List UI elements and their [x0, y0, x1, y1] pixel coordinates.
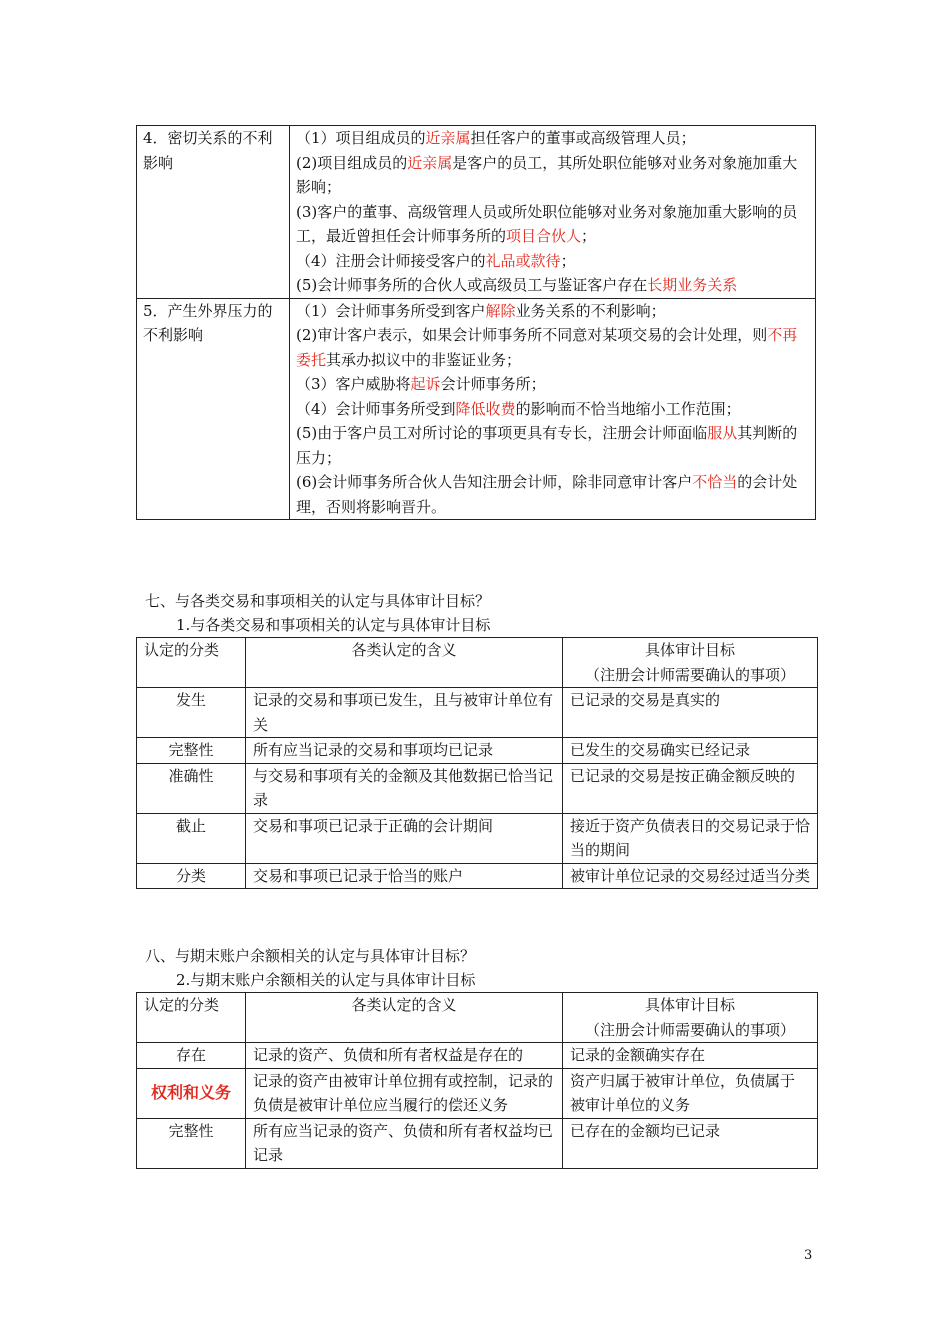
column-header: 认定的分类: [137, 993, 246, 1043]
list-item: (5)由于客户员工对所讨论的事项更具有专长，注册会计师面临服从其判断的压力；: [296, 424, 798, 467]
assertion-meaning: 交易和事项已记录于恰当的账户: [246, 863, 563, 889]
list-item: (5)会计师事务所的合伙人或高级员工与鉴证客户存在长期业务关系: [296, 276, 738, 294]
threat-category: 4．密切关系的不利影响: [137, 126, 290, 299]
audit-objective: 记录的金额确实存在: [563, 1043, 818, 1069]
assertion-type: 完整性: [137, 1118, 246, 1168]
assertion-type: [137, 1068, 246, 1118]
list-item: （4）注册会计师接受客户的礼品或款待；: [296, 251, 576, 270]
audit-objective: 已记录的交易是按正确金额反映的: [563, 763, 818, 813]
assertion-type: 完整性: [137, 738, 246, 764]
assertion-type: 分类: [137, 863, 246, 889]
assertion-meaning: 记录的资产由被审计单位拥有或控制，记录的负债是被审计单位应当履行的偿还义务: [246, 1068, 563, 1118]
list-item: (2)审计客户表示，如果会计师事务所不同意对某项交易的会计处理，则不再委托其承办拟议中的非鉴证业务；: [296, 326, 798, 369]
assertion-meaning: 所有应当记录的资产、负债和所有者权益均已记录: [246, 1118, 563, 1168]
table-row: [137, 1043, 818, 1069]
column-header: 具体审计目标 （注册会计师需要确认的事项）: [563, 993, 818, 1043]
table-header-row: [137, 993, 818, 1043]
list-item: (6)会计师事务所合伙人告知注册会计师，除非同意审计客户不恰当的会计处理，否则将影响晋升。: [296, 473, 798, 516]
list-item: （3）客户威胁将起诉会计师事务所；: [296, 375, 546, 393]
section-subheading: 2.与期末账户余额相关的认定与具体审计目标: [176, 971, 476, 989]
list-item: (3)客户的董事、高级管理人员或所处职位能够对业务对象施加重大影响的员工，最近曾担任会计师事务所的项目合伙人；: [296, 202, 798, 245]
section-heading: 八、与期末账户余额相关的认定与具体审计目标？: [145, 947, 476, 965]
audit-objective: 资产归属于被审计单位，负债属于 被审计单位的义务: [563, 1068, 818, 1118]
table-row: [137, 688, 818, 738]
list-item: （1）项目组成员的近亲属担任客户的董事或高级管理人员；: [296, 129, 696, 147]
assertion-meaning: 记录的交易和事项已发生，且与被审计单位有关: [246, 688, 563, 738]
table-row: [137, 813, 818, 863]
column-header: 各类认定的含义: [246, 638, 563, 688]
assertion-type: 截止: [137, 813, 246, 863]
assertion-type: 准确性: [137, 763, 246, 813]
list-item: （4）会计师事务所受到降低收费的影响而不恰当地缩小工作范围；: [296, 399, 741, 418]
table-row: [137, 298, 816, 520]
threat-category: 5．产生外界压力的不利影响: [137, 298, 290, 520]
assertion-meaning: 与交易和事项有关的金额及其他数据已恰当记录: [246, 763, 563, 813]
assertion-meaning: 记录的资产、负债和所有者权益是存在的: [246, 1043, 563, 1069]
assertion-type-highlight: 权利和义务: [150, 1082, 231, 1102]
assertion-type: 存在: [137, 1043, 246, 1069]
table-row: [137, 1068, 818, 1118]
assertion-type: 发生: [137, 688, 246, 738]
section-heading: 七、与各类交易和事项相关的认定与具体审计目标？: [145, 592, 491, 610]
threat-examples: [290, 298, 816, 520]
table-row: [137, 126, 816, 299]
table-row: [137, 1118, 818, 1168]
assertion-meaning: 所有应当记录的交易和事项均已记录: [246, 738, 563, 764]
section-subheading: 1.与各类交易和事项相关的认定与具体审计目标: [176, 616, 491, 634]
independence-threats-table: [136, 125, 816, 520]
table-header-row: [137, 638, 818, 688]
column-header: 各类认定的含义: [246, 993, 563, 1043]
list-item: (2)项目组成员的近亲属是客户的员工，其所处职位能够对业务对象施加重大影响；: [296, 153, 798, 196]
threat-examples: [290, 126, 816, 299]
audit-objective: 接近于资产负债表日的交易记录于恰当的期间: [563, 813, 818, 863]
audit-objective: 已发生的交易确实已经记录: [563, 738, 818, 764]
column-header: 具体审计目标 （注册会计师需要确认的事项）: [563, 638, 818, 688]
table-row: [137, 763, 818, 813]
column-header: 认定的分类: [137, 638, 246, 688]
balance-assertions-table: [136, 992, 818, 1169]
table-row: [137, 738, 818, 764]
assertion-meaning: 交易和事项已记录于正确的会计期间: [246, 813, 563, 863]
table-row: [137, 863, 818, 889]
list-item: （1）会计师事务所受到客户解除业务关系的不利影响；: [296, 301, 666, 320]
transaction-assertions-table: [136, 637, 818, 889]
page-number: 3: [804, 1248, 813, 1263]
audit-objective: 已记录的交易是真实的: [563, 688, 818, 738]
audit-objective: 已存在的金额均已记录: [563, 1118, 818, 1168]
audit-objective: 被审计单位记录的交易经过适当分类: [563, 863, 818, 889]
